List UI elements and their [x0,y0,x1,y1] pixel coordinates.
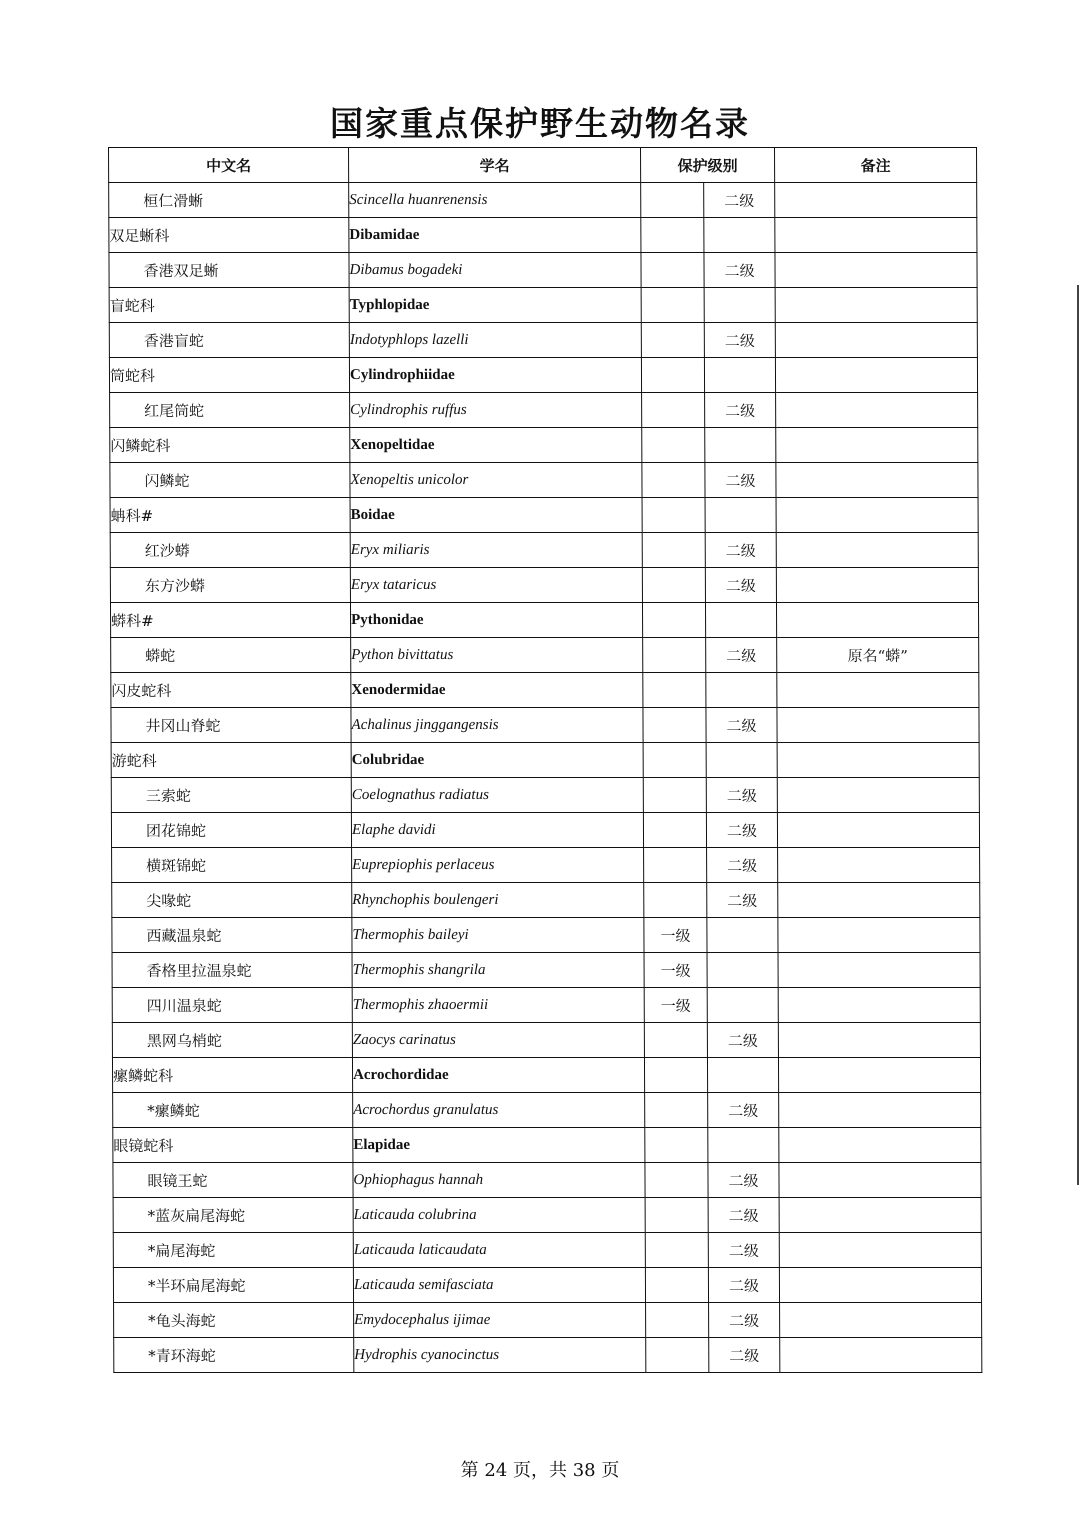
chinese-name-cell: 盲蛇科 [109,288,349,323]
remark-cell [780,1303,982,1338]
scientific-name-cell: Rhynchophis boulengeri [352,883,644,918]
level-two-cell [704,218,775,253]
chinese-name-cell: 眼镜蛇科 [113,1128,353,1163]
chinese-name-cell: *瘰鳞蛇 [113,1093,353,1128]
remark-cell [778,1023,980,1058]
level-two-cell: 二级 [704,323,775,358]
remark-cell [776,568,978,603]
level-one-cell [643,708,706,743]
level-two-cell: 二级 [708,1198,779,1233]
level-two-cell [705,603,776,638]
chinese-name-cell: *半环扁尾海蛇 [113,1268,353,1303]
level-two-cell: 二级 [705,463,776,498]
remark-cell [776,428,978,463]
chinese-name-cell: 眼镜王蛇 [113,1163,353,1198]
level-one-cell [641,218,704,253]
header-chinese-name: 中文名 [109,148,349,183]
chinese-name-cell: 瘰鳞蛇科 [112,1058,352,1093]
family-row [112,1058,980,1093]
level-two-cell [705,428,776,463]
remark-cell [779,1233,981,1268]
family-row [109,358,977,393]
remark-cell [775,358,977,393]
family-row [110,603,978,638]
chinese-name-cell: *扁尾海蛇 [113,1233,353,1268]
chinese-name-cell: 双足蜥科 [109,218,349,253]
level-two-cell: 二级 [705,568,776,603]
scientific-name-cell: Cylindrophis ruffus [350,393,642,428]
species-row [112,883,980,918]
scan-edge-line [1077,285,1079,1185]
level-two-cell: 二级 [705,533,776,568]
level-two-cell [707,988,778,1023]
level-two-cell [705,498,776,533]
level-one-cell [644,1058,707,1093]
scientific-name-cell: Python bivittatus [351,638,643,673]
species-row [111,778,979,813]
family-row [113,1128,981,1163]
remark-cell [775,323,977,358]
remark-cell [779,1128,981,1163]
remark-cell [777,778,979,813]
level-two-cell: 二级 [707,883,778,918]
scientific-name-cell: Boidae [350,498,642,533]
level-one-cell [643,813,706,848]
chinese-name-cell: 闪皮蛇科 [111,673,351,708]
level-one-cell [642,428,705,463]
scientific-name-cell: Thermophis shangrila [352,953,644,988]
level-one-cell [641,288,704,323]
scientific-name-cell: Eryx tataricus [350,568,642,603]
scientific-name-cell: Euprepiophis perlaceus [352,848,644,883]
level-two-cell: 二级 [706,708,777,743]
remark-cell [779,1198,981,1233]
level-two-cell: 二级 [706,813,777,848]
level-two-cell: 二级 [709,1338,780,1373]
family-row [109,288,977,323]
level-one-cell [642,498,705,533]
scientific-name-cell: Cylindrophiidae [349,358,641,393]
level-one-cell [645,1093,708,1128]
scientific-name-cell: Dibamidae [349,218,641,253]
remark-cell: 原名“蟒” [777,638,979,673]
species-row [113,1198,981,1233]
chinese-name-cell: *龟头海蛇 [114,1303,354,1338]
family-row [111,673,979,708]
chinese-name-cell: 闪鳞蛇 [110,463,350,498]
level-one-cell [641,323,704,358]
remark-cell [775,253,977,288]
level-one-cell [643,778,706,813]
remark-cell [776,463,978,498]
family-row [109,218,977,253]
level-two-cell: 二级 [705,393,776,428]
remark-cell [780,1338,982,1373]
scientific-name-cell: Achalinus jinggangensis [351,708,643,743]
level-one-cell [641,358,704,393]
chinese-name-cell: 红尾筒蛇 [110,393,350,428]
species-row [110,463,978,498]
chinese-name-cell: 蟒蛇 [111,638,351,673]
family-row [110,498,978,533]
level-one-cell [643,743,706,778]
level-two-cell: 二级 [707,848,778,883]
species-row [112,918,980,953]
level-one-cell [645,1198,708,1233]
species-row [114,1338,982,1373]
chinese-name-cell: *蓝灰扁尾海蛇 [113,1198,353,1233]
scientific-name-cell: Dibamus bogadeki [349,253,641,288]
chinese-name-cell: 三索蛇 [111,778,351,813]
species-row [114,1303,982,1338]
remark-cell [778,848,980,883]
remark-cell [775,288,977,323]
level-one-cell: 一级 [644,953,707,988]
chinese-name-cell: 闪鳞蛇科 [110,428,350,463]
remark-cell [779,1093,981,1128]
chinese-name-cell: 尖喙蛇 [112,883,352,918]
level-one-cell [641,253,704,288]
scientific-name-cell: Colubridae [351,743,643,778]
scientific-name-cell: Xenopeltidae [350,428,642,463]
level-one-cell [644,883,707,918]
level-two-cell [707,918,778,953]
family-row [110,428,978,463]
level-one-cell [643,673,706,708]
scientific-name-cell: Hydrophis cyanocinctus [354,1338,646,1373]
species-row [110,393,978,428]
species-row [110,533,978,568]
scientific-name-cell: Xenopeltis unicolor [350,463,642,498]
level-two-cell: 二级 [706,778,777,813]
species-row [109,183,977,218]
header-protection-level: 保护级别 [641,148,775,183]
species-row [113,1268,981,1303]
scientific-name-cell: Pythonidae [350,603,642,638]
remark-cell [776,498,978,533]
scientific-name-cell: Laticauda colubrina [353,1198,645,1233]
header-scientific-name: 学名 [349,148,641,183]
page-title: 国家重点保护野生动物名录 [330,104,750,143]
level-two-cell: 二级 [706,638,777,673]
level-two-cell [707,953,778,988]
remark-cell [778,883,980,918]
scientific-name-cell: Elaphe davidi [351,813,643,848]
level-one-cell [642,463,705,498]
chinese-name-cell: 团花锦蛇 [111,813,351,848]
chinese-name-cell: 井冈山脊蛇 [111,708,351,743]
chinese-name-cell: 东方沙蟒 [110,568,350,603]
species-row [113,1093,981,1128]
scientific-name-cell: Typhlopidae [349,288,641,323]
species-row [112,988,980,1023]
chinese-name-cell: *青环海蛇 [114,1338,354,1373]
species-row [111,813,979,848]
level-two-cell: 二级 [708,1093,779,1128]
level-one-cell [646,1338,709,1373]
species-row [112,953,980,988]
remark-cell [777,708,979,743]
level-two-cell: 二级 [704,253,775,288]
chinese-name-cell: 西藏温泉蛇 [112,918,352,953]
level-one-cell [644,848,707,883]
chinese-name-cell: 红沙蟒 [110,533,350,568]
scientific-name-cell: Zaocys carinatus [352,1023,644,1058]
scientific-name-cell: Emydocephalus ijimae [354,1303,646,1338]
level-two-cell [704,358,775,393]
level-one-cell [645,1128,708,1163]
level-one-cell [642,533,705,568]
level-two-cell [708,1128,779,1163]
remark-cell [775,183,977,218]
level-two-cell [706,673,777,708]
chinese-name-cell: 筒蛇科 [109,358,349,393]
scientific-name-cell: Laticauda semifasciata [353,1268,645,1303]
level-one-cell [642,393,705,428]
species-row [112,1023,980,1058]
level-one-cell [645,1163,708,1198]
remark-cell [775,218,977,253]
scientific-name-cell: Thermophis baileyi [352,918,644,953]
chinese-name-cell: 桓仁滑蜥 [109,183,349,218]
scientific-name-cell: Indotyphlops lazelli [349,323,641,358]
level-two-cell: 二级 [708,1163,779,1198]
species-row [113,1233,981,1268]
remark-cell [777,603,979,638]
chinese-name-cell: 香港双足蜥 [109,253,349,288]
species-table [108,147,982,1373]
chinese-name-cell: 蚺科# [110,498,350,533]
scientific-name-cell: Elapidae [353,1128,645,1163]
species-row [112,848,980,883]
table-body [109,183,982,1373]
remark-cell [777,813,979,848]
level-two-cell: 二级 [708,1233,779,1268]
scientific-name-cell: Ophiophagus hannah [353,1163,645,1198]
remark-cell [778,1058,980,1093]
scientific-name-cell: Acrochordidae [352,1058,644,1093]
remark-cell [776,393,978,428]
species-row [111,638,979,673]
chinese-name-cell: 横斑锦蛇 [112,848,352,883]
level-one-cell [645,1268,708,1303]
species-row [110,568,978,603]
level-one-cell [645,1233,708,1268]
remark-cell [778,918,980,953]
remark-cell [779,1163,981,1198]
chinese-name-cell: 香格里拉温泉蛇 [112,953,352,988]
remark-cell [777,673,979,708]
page-footer: 第 24 页，共 38 页 [460,1460,620,1481]
scientific-name-cell: Acrochordus granulatus [353,1093,645,1128]
scientific-name-cell: Thermophis zhaoermii [352,988,644,1023]
family-row [111,743,979,778]
level-two-cell: 二级 [707,1023,778,1058]
level-one-cell [642,568,705,603]
level-one-cell [644,1023,707,1058]
header-row [109,148,977,183]
scientific-name-cell: Laticauda laticaudata [353,1233,645,1268]
level-one-cell: 一级 [644,988,707,1023]
level-one-cell [646,1303,709,1338]
species-row [109,253,977,288]
remark-cell [778,988,980,1023]
remark-cell [778,953,980,988]
species-row [113,1163,981,1198]
chinese-name-cell: 黑网乌梢蛇 [112,1023,352,1058]
remark-cell [776,533,978,568]
level-two-cell [704,288,775,323]
chinese-name-cell: 四川温泉蛇 [112,988,352,1023]
level-one-cell [641,183,704,218]
chinese-name-cell: 蟒科# [110,603,350,638]
remark-cell [777,743,979,778]
level-two-cell: 二级 [704,183,775,218]
species-row [109,323,977,358]
scientific-name-cell: Eryx miliaris [350,533,642,568]
scientific-name-cell: Coelognathus radiatus [351,778,643,813]
level-one-cell: 一级 [644,918,707,953]
chinese-name-cell: 游蛇科 [111,743,351,778]
header-remark: 备注 [775,148,977,183]
level-two-cell: 二级 [708,1268,779,1303]
level-two-cell [707,1058,778,1093]
level-two-cell [706,743,777,778]
scientific-name-cell: Scincella huanrenensis [349,183,641,218]
level-two-cell: 二级 [709,1303,780,1338]
chinese-name-cell: 香港盲蛇 [109,323,349,358]
scientific-name-cell: Xenodermidae [351,673,643,708]
level-one-cell [643,638,706,673]
remark-cell [779,1268,981,1303]
species-row [111,708,979,743]
level-one-cell [642,603,705,638]
